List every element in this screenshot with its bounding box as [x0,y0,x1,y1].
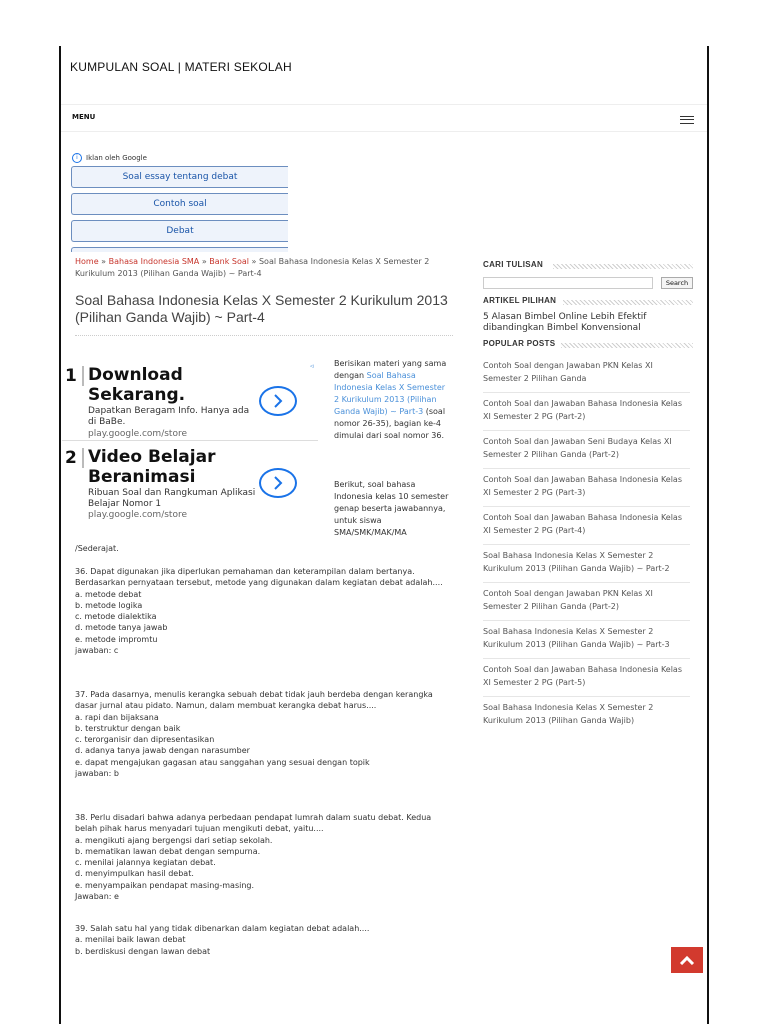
intro-tail: /Sederajat. [75,544,119,553]
ad-unit-bar [82,448,84,468]
answer-option: e. dapat mengajukan gagasan atau sanggahan yang sesuai dengan topik [75,757,370,767]
featured-article-link[interactable]: 5 Alasan Bimbel Online Lebih Efektif dibandingkan Bimbel Konvensional [483,312,647,333]
intro-link[interactable]: Soal Bahasa Indonesia Kelas X Semester 2 Kurikulum 2013 (Pilihan Ganda Wajib) ~ Part-3 [334,371,446,416]
breadcrumb-category[interactable]: Bahasa Indonesia SMA [108,257,200,266]
widget-title [483,260,693,272]
widget-title [483,339,693,351]
ad-link-button[interactable]: Soal essay tentang debat [71,166,288,188]
answer-option: d. adanya tanya jawab dengan narasumber [75,746,250,756]
ad-unit-bar [82,366,84,386]
question-text: 36. Dapat digunakan jika diperlukan pemahaman dan keterampilan dalam bertanya. Berdasarkan pernyataan tersebut, metode yang digunakan dalam kegiatan debat adalah.... [75,567,443,588]
popular-posts-list [483,355,690,734]
question-text: 39. Salah satu hal yang tidak dibenarkan dalam kegiatan debat adalah.... [75,924,370,933]
popular-post-link[interactable]: Contoh Soal dengan Jawaban PKN Kelas XI Semester 2 Pilihan Ganda (Part-2) [483,583,690,621]
answer-option: e. menyampaikan pendapat masing-masing. [75,880,255,890]
ad-unit-title[interactable]: Download Sekarang. [88,365,186,405]
answer-option: a. menilai baik lawan debat [75,935,186,945]
ad-header-label: Iklan oleh Google [86,154,147,162]
ad-link-button[interactable]: Contoh soal [71,193,288,215]
chevron-right-icon[interactable] [259,386,297,416]
question-block [75,689,455,779]
ad-unit-url: play.google.com/store [88,429,187,439]
breadcrumb [75,256,453,280]
ad-unit-block [62,360,320,520]
widget-title-label: CARI TULISAN [483,260,547,269]
divider [75,335,453,336]
popular-post-link[interactable]: Soal Bahasa Indonesia Kelas X Semester 2 Kurikulum 2013 (Pilihan Ganda Wajib) ~ Part-3 [483,621,690,659]
widget-title [483,296,693,308]
popular-post-link[interactable]: Contoh Soal dan Jawaban Bahasa Indonesia Kelas XI Semester 2 PG (Part-2) [483,393,690,431]
answer-key: jawaban: c [75,646,119,656]
ad-unit-description: Ribuan Soal dan Rangkuman Aplikasi Belajar Nomor 1 [88,488,256,509]
ad-unit-title[interactable]: Video Belajar Beranimasi [88,447,216,487]
widget-title-hatch [563,300,693,305]
divider [62,440,318,441]
ad-unit-url: play.google.com/store [88,510,187,520]
popular-post-link[interactable]: Soal Bahasa Indonesia Kelas X Semester 2 Kurikulum 2013 (Pilihan Ganda Wajib) ~ Part-2 [483,545,690,583]
page-frame-left [59,46,61,1024]
answer-option: a. metode debat [75,589,142,599]
answer-option: b. terstruktur dengan baik [75,723,181,733]
widget-title-hatch [553,264,693,269]
popular-post-link[interactable]: Contoh Soal dan Jawaban Seni Budaya Kelas XI Semester 2 Pilihan Ganda (Part-2) [483,431,690,469]
intro-text: (soal nomor 26-35), bagian ke-4 dimulai dari soal nomor 36. [334,407,446,440]
answer-option: c. menilai jalannya kegiatan debat. [75,858,216,868]
answer-key: Jawaban: e [75,892,119,902]
breadcrumb-home[interactable]: Home [75,257,99,266]
popular-post-link[interactable]: Contoh Soal dan Jawaban Bahasa Indonesia Kelas XI Semester 2 PG (Part-3) [483,469,690,507]
answer-option: b. mematikan lawan debat dengan sempurna. [75,846,261,856]
answer-option: d. menyimpulkan hasil debat. [75,869,194,879]
question-block [75,566,455,656]
popular-post-link[interactable]: Contoh Soal dengan Jawaban PKN Kelas XI Semester 2 Pilihan Ganda [483,355,690,393]
hamburger-menu-icon[interactable] [680,116,694,124]
ad-link-button[interactable] [71,247,288,252]
ad-unit-description: Dapatkan Beragam Info. Hanya ada di BaBe. [88,406,250,427]
site-title[interactable]: KUMPULAN SOAL | MATERI SEKOLAH [70,60,292,74]
ad-unit[interactable] [62,360,320,438]
ad-choices-icon[interactable]: ◃ [310,362,314,370]
intro-paragraph [334,358,449,442]
ad-link-button[interactable]: Debat [71,220,288,242]
menu-label[interactable]: MENU [72,113,96,121]
answer-option: c. terorganisir dan dipresentasikan [75,735,215,745]
search-input[interactable] [483,277,653,289]
ad-unit-number: 1 [65,366,77,386]
answer-key: jawaban: b [75,769,119,779]
answer-option: a. mengikuti ajang bergengsi dari setiap sekolah. [75,835,273,845]
widget-title-label: ARTIKEL PILIHAN [483,296,560,305]
breadcrumb-separator: » [199,257,210,266]
ad-header [72,153,147,163]
search-button[interactable]: Search [661,277,693,289]
answer-option: c. metode dialektika [75,612,157,622]
popular-post-link[interactable]: Contoh Soal dan Jawaban Bahasa Indonesia Kelas XI Semester 2 PG (Part-4) [483,507,690,545]
page-frame-right [707,46,709,1024]
answer-option: d. metode tanya jawab [75,623,168,633]
popular-post-link[interactable]: Soal Bahasa Indonesia Kelas X Semester 2 Kurikulum 2013 (Pilihan Ganda Wajib) [483,703,654,725]
answer-option: a. rapi dan bijaksana [75,712,159,722]
question-block [75,923,455,957]
answer-option: e. metode impromtu [75,634,158,644]
chevron-up-icon [679,955,695,965]
question-text: 38. Perlu disadari bahwa adanya perbedaan pendapat lumrah dalam suatu debat. Kedua belah pihak harus menyadari tujuan mengikuti debat, yaitu.... [75,813,432,834]
breadcrumb-category[interactable]: Bank Soal [209,257,249,266]
answer-option: b. berdiskusi dengan lawan debat [75,946,211,956]
menu-bar [61,104,707,132]
chevron-right-icon[interactable] [259,468,297,498]
ad-link-list [71,166,289,252]
breadcrumb-current: » Soal Bahasa Indonesia Kelas X Semester 2 Kurikulum 2013 (Pilihan Ganda Wajib) ~ Part-4 [75,257,430,278]
widget-title-hatch [561,343,693,348]
post-title: Soal Bahasa Indonesia Kelas X Semester 2 Kurikulum 2013 (Pilihan Ganda Wajib) ~ Part-4 [75,292,448,325]
question-block [75,812,455,902]
back-to-top-button[interactable] [671,947,703,973]
intro-text: Berisikan materi yang sama dengan [334,359,447,380]
intro-paragraph: Berikut, soal bahasa Indonesia kelas 10 semester genap beserta jawabannya, untuk siswa SMA/SMK/MAK/MA [334,480,449,537]
info-icon[interactable]: i [72,153,82,163]
ad-unit-number: 2 [65,448,77,468]
ad-unit[interactable] [62,442,320,520]
answer-option: b. metode logika [75,600,143,610]
popular-post-link[interactable]: Contoh Soal dan Jawaban Bahasa Indonesia Kelas XI Semester 2 PG (Part-5) [483,659,690,697]
widget-title-label: POPULAR POSTS [483,339,559,348]
breadcrumb-separator: » [98,257,109,266]
question-text: 37. Pada dasarnya, menulis kerangka sebuah debat tidak jauh berdeba dengan kerangka dasar jurnal atau pidato. Namun, dalam membuat kerangka debat harus.... [75,690,433,711]
